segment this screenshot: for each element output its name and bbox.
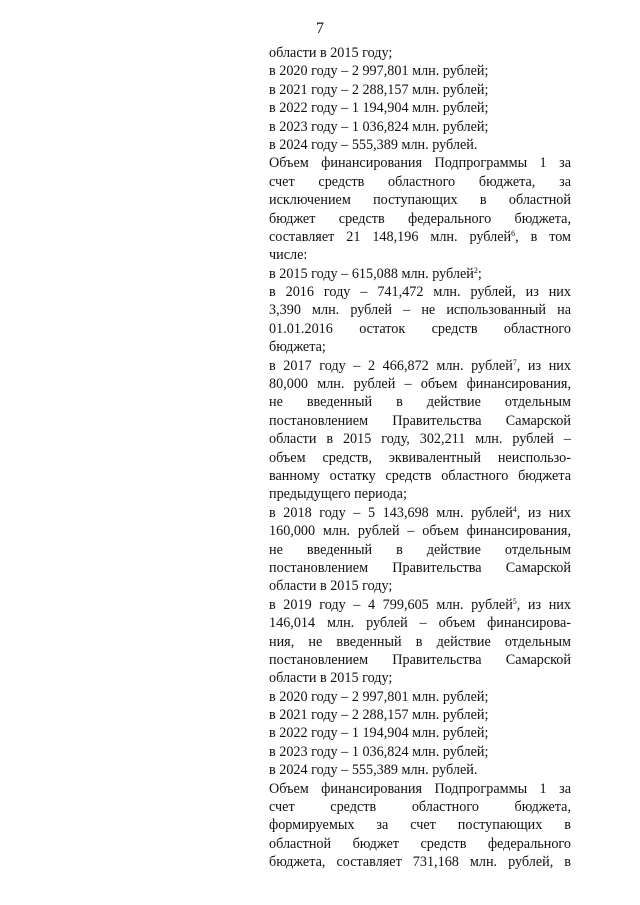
text-line [269, 651, 571, 669]
line-text-tail: , в том [515, 228, 572, 245]
text-line [269, 522, 571, 540]
line-text: бюджета, составляет 731,168 млн. рублей, в [269, 854, 571, 871]
text-line [269, 504, 571, 522]
line-text: бюджета; [269, 339, 326, 356]
text-line [269, 467, 571, 485]
text-line [269, 761, 571, 779]
line-text: постановлением Правительства Самарской [269, 412, 571, 429]
text-line [269, 835, 571, 853]
line-text: ванному остатку средств областного бюджета [269, 467, 571, 484]
line-text: в 2023 году – 1 036,824 млн. рублей; [269, 118, 489, 135]
text-line [269, 724, 571, 742]
text-line [269, 412, 571, 430]
line-text: в 2023 году – 1 036,824 млн. рублей; [269, 743, 489, 760]
line-text: счет средств областного бюджета, за [269, 173, 571, 190]
text-line [269, 633, 571, 651]
line-text: в 2022 году – 1 194,904 млн. рублей; [269, 100, 489, 117]
line-text: ния, не введенный в действие отдельным [269, 633, 571, 650]
line-text: в 2021 году – 2 288,157 млн. рублей; [269, 81, 489, 98]
text-line [269, 154, 571, 172]
text-line [269, 669, 571, 687]
line-text: в 2024 году – 555,389 млн. рублей. [269, 762, 478, 779]
text-line [269, 449, 571, 467]
text-line [269, 375, 571, 393]
text-line [269, 81, 571, 99]
line-text: в 2019 году – 4 799,605 млн. рублей [269, 596, 513, 613]
text-line [269, 357, 571, 375]
line-text: 01.01.2016 остаток средств областного [269, 320, 571, 337]
text-line [269, 246, 571, 264]
text-line [269, 228, 571, 246]
line-text: в 2015 году – 615,088 млн. рублей [269, 265, 474, 282]
line-text: в 2018 году – 5 143,698 млн. рублей [269, 504, 513, 521]
text-line [269, 44, 571, 62]
line-text-tail: , из них [516, 504, 571, 521]
line-text: не введенный в действие отдельным [269, 394, 571, 411]
text-line [269, 577, 571, 595]
line-text: области в 2015 году; [269, 45, 393, 61]
line-text: в 2024 году – 555,389 млн. рублей. [269, 136, 478, 153]
text-line [269, 265, 571, 283]
text-line [269, 743, 571, 761]
line-text-tail: , из них [516, 357, 571, 374]
line-text-tail: ; [477, 265, 482, 282]
line-text: постановлением Правительства Самарской [269, 651, 571, 668]
line-text: области в 2015 году; [269, 670, 393, 687]
text-line [269, 320, 571, 338]
text-line [269, 798, 571, 816]
page-number: 7 [316, 20, 324, 37]
line-text: счет средств областного бюджета, [269, 799, 571, 816]
line-text: постановлением Правительства Самарской [269, 559, 571, 576]
line-text: Объем финансирования Подпрограммы 1 за [269, 780, 571, 797]
text-line [269, 393, 571, 411]
line-text: 160,000 млн. рублей – объем финансирования, [269, 523, 571, 540]
footnote-marker: 7 [512, 357, 517, 367]
line-text: в 2020 году – 2 997,801 млн. рублей; [269, 63, 489, 80]
text-line [269, 338, 571, 356]
line-text: не введенный в действие отдельным [269, 541, 571, 558]
text-line [269, 688, 571, 706]
text-line [269, 430, 571, 448]
footnote-marker: 6 [511, 228, 516, 238]
line-text: числе: [269, 247, 308, 264]
text-line [269, 173, 571, 191]
text-line [269, 210, 571, 228]
line-text: предыдущего периода; [269, 486, 407, 503]
footnote-marker: 2 [473, 265, 478, 275]
line-text: в 2017 году – 2 466,872 млн. рублей [269, 357, 513, 374]
line-text: областной бюджет средств федерального [269, 835, 571, 852]
line-text: в 2022 году – 1 194,904 млн. рублей; [269, 725, 489, 742]
line-text: в 2021 году – 2 288,157 млн. рублей; [269, 707, 489, 724]
text-line [269, 99, 571, 117]
line-text: объем средств, эквивалентный неиспользо- [269, 449, 571, 466]
line-text: области в 2015 году, 302,211 млн. рублей – [269, 431, 571, 448]
text-line [269, 136, 571, 154]
text-line [269, 614, 571, 632]
line-text: 3,390 млн. рублей – не использованный на [269, 302, 571, 319]
text-line [269, 853, 571, 871]
text-line [269, 191, 571, 209]
text-line [269, 118, 571, 136]
line-text: составляет 21 148,196 млн. рублей [269, 228, 512, 245]
footnote-marker: 4 [512, 504, 517, 514]
text-line [269, 283, 571, 301]
text-line [269, 780, 571, 798]
footnote-marker: 5 [512, 596, 517, 606]
text-line [269, 301, 571, 319]
text-line [269, 62, 571, 80]
line-text: Объем финансирования Подпрограммы 1 за [269, 155, 571, 172]
line-text: 80,000 млн. рублей – объем финансирования, [269, 376, 571, 393]
line-text: области в 2015 году; [269, 578, 393, 595]
text-line [269, 485, 571, 503]
text-line [269, 596, 571, 614]
line-text: бюджет средств федерального бюджета, [269, 210, 571, 227]
text-line [269, 816, 571, 834]
line-text: 146,014 млн. рублей – объем финансирова- [269, 615, 571, 632]
line-text: исключением поступающих в областной [269, 192, 571, 209]
line-text: в 2020 году – 2 997,801 млн. рублей; [269, 688, 489, 705]
document-text-column [269, 44, 571, 872]
line-text-tail: , из них [516, 596, 571, 613]
line-text: формируемых за счет поступающих в [269, 817, 571, 834]
text-line [269, 706, 571, 724]
text-line [269, 559, 571, 577]
text-line [269, 541, 571, 559]
line-text: в 2016 году – 741,472 млн. рублей, из них [269, 284, 571, 301]
